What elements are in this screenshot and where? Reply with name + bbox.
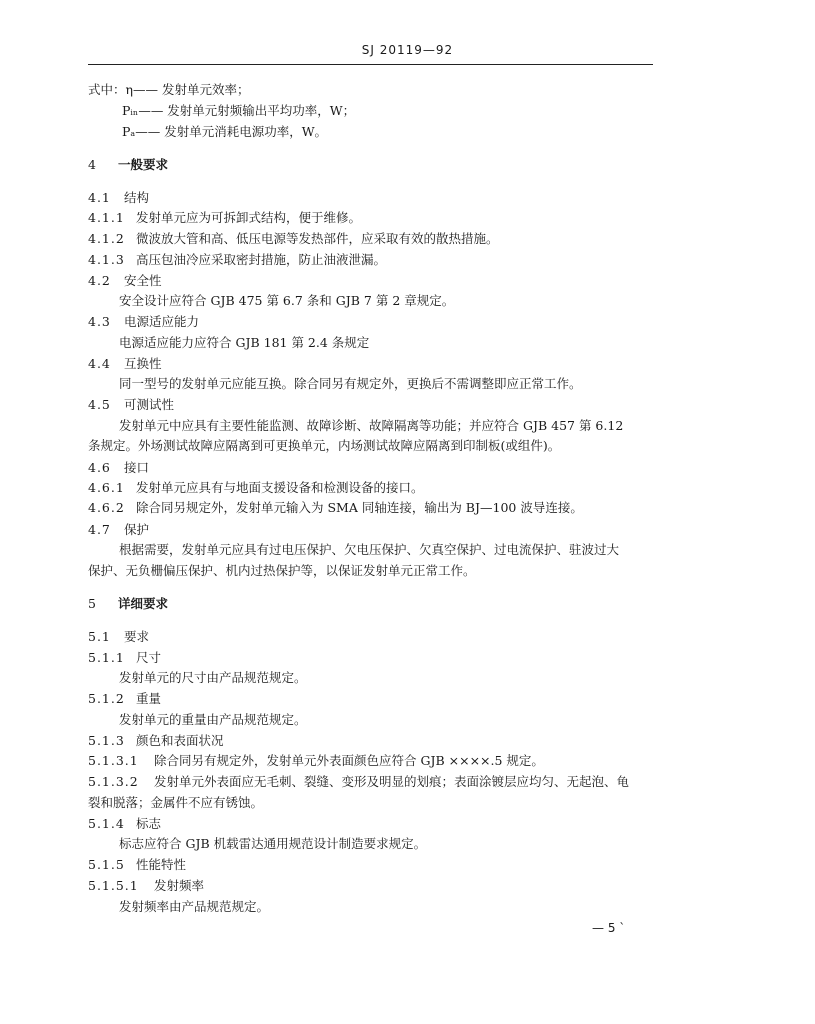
clause-text: 微波放大管和高、低压电源等发热部件，应采取有效的散热措施。 (136, 231, 499, 246)
clause-4-1-2 (88, 231, 499, 247)
clause-text: 发射单元应具有与地面支援设备和检测设备的接口。 (136, 480, 424, 495)
section-4-5-body-line1: 发射单元中应具有主要性能监测、故障诊断、故障隔离等功能；并应符合 GJB 457 第 6.12 (119, 418, 624, 433)
section-5-1-5-1-heading (88, 878, 204, 894)
clause-number: 4.6.2 (88, 500, 125, 515)
clause-4-6-2 (88, 500, 583, 516)
section-number: 4 (88, 157, 97, 172)
formula-where-pout: Pᵢₙ—— 发射单元射频输出平均功率，W； (122, 103, 356, 118)
section-4-4-heading (88, 356, 162, 372)
clause-5-1-3-2 (88, 774, 629, 790)
section-title: 可测试性 (124, 397, 175, 412)
clause-text: 高压包油冷应采取密封措施，防止油液泄漏。 (136, 252, 387, 267)
clause-number: 4.6.1 (88, 480, 125, 495)
section-number: 5.1.2 (88, 691, 125, 706)
section-4-1-heading (88, 190, 149, 206)
section-number: 5.1.1 (88, 650, 125, 665)
section-5-1-2-heading (88, 691, 161, 707)
clause-5-1-3-2-line2: 裂和脱落；金属件不应有锈蚀。 (88, 795, 264, 810)
section-4-3-heading (88, 314, 199, 330)
section-4-7-body-line2: 保护、无负栅偏压保护、机内过热保护等，以保证发射单元正常工作。 (88, 563, 476, 578)
section-title: 性能特性 (136, 857, 187, 872)
section-title: 电源适应能力 (124, 314, 200, 329)
clause-number: 4.1.1 (88, 210, 125, 225)
section-title: 互换性 (124, 356, 162, 371)
section-number: 4.5 (88, 397, 111, 412)
section-number: 5.1.5.1 (88, 878, 139, 893)
clause-text-line1: 发射单元外表面应无毛刺、裂缝、变形及明显的划痕；表面涂镀层应均匀、无起泡、龟 (154, 774, 630, 789)
section-title: 详细要求 (118, 596, 169, 611)
clause-number: 4.1.3 (88, 252, 125, 267)
section-title: 发射频率 (154, 878, 205, 893)
section-number: 5.1.3 (88, 733, 125, 748)
section-5-heading (88, 596, 168, 612)
section-title: 保护 (124, 522, 150, 537)
clause-text: 除合同另规定外，发射单元输入为 SMA 同轴连接，输出为 BJ—100 波导连接。 (136, 500, 583, 515)
section-4-heading (88, 157, 168, 173)
section-number: 5.1 (88, 629, 111, 644)
section-5-1-4-heading (88, 816, 161, 832)
section-4-4-body: 同一型号的发射单元应能互换。除合同另有规定外，更换后不需调整即应正常工作。 (119, 376, 582, 391)
clause-number: 5.1.3.2 (88, 774, 139, 789)
section-number: 4.4 (88, 356, 111, 371)
document-code: SJ 20119—92 (361, 43, 454, 57)
section-title: 接口 (124, 460, 150, 475)
section-number: 5.1.5 (88, 857, 125, 872)
clause-4-1-3 (88, 252, 386, 268)
clause-4-6-1 (88, 480, 424, 496)
clause-number: 5.1.3.1 (88, 753, 139, 768)
section-title: 安全性 (124, 273, 162, 288)
section-number: 4.6 (88, 460, 111, 475)
section-title: 颜色和表面状况 (136, 733, 224, 748)
section-4-7-body-line1: 根据需要，发射单元应具有过电压保护、欠电压保护、欠真空保护、过电流保护、驻波过大 (119, 542, 620, 557)
section-title: 重量 (136, 691, 162, 706)
page-number: — 5 ˋ (592, 921, 626, 935)
section-5-1-1-heading (88, 650, 161, 666)
section-4-5-heading (88, 397, 174, 413)
section-4-2-body: 安全设计应符合 GJB 475 第 6.7 条和 GJB 7 第 2 章规定。 (119, 293, 455, 308)
section-number: 4.7 (88, 522, 111, 537)
section-4-5-body-line2: 条规定。外场测试故障应隔离到可更换单元，内场测试故障应隔离到印制板(或组件)。 (88, 438, 561, 453)
section-5-1-5-heading (88, 857, 186, 873)
section-5-1-4-body: 标志应符合 GJB 机载雷达通用规范设计制造要求规定。 (119, 836, 427, 851)
section-title: 一般要求 (118, 157, 169, 172)
section-4-3-body: 电源适应能力应符合 GJB 181 第 2.4 条规定 (119, 335, 370, 350)
header-rule (88, 64, 653, 65)
section-number: 4.1 (88, 190, 111, 205)
section-5-1-2-body: 发射单元的重量由产品规范规定。 (119, 712, 307, 727)
section-number: 4.2 (88, 273, 111, 288)
section-title: 结构 (124, 190, 150, 205)
section-5-1-1-body: 发射单元的尺寸由产品规范规定。 (119, 670, 307, 685)
section-title: 尺寸 (136, 650, 162, 665)
section-5-1-heading (88, 629, 149, 645)
clause-text: 发射单元应为可拆卸式结构，便于维修。 (136, 210, 362, 225)
formula-where-eta: 式中：η—— 发射单元效率； (88, 82, 250, 97)
clause-4-1-1 (88, 210, 361, 226)
section-4-2-heading (88, 273, 162, 289)
section-title: 标志 (136, 816, 162, 831)
clause-number: 4.1.2 (88, 231, 125, 246)
section-5-1-5-1-body: 发射频率由产品规范规定。 (119, 899, 270, 914)
section-number: 4.3 (88, 314, 111, 329)
section-4-6-heading (88, 460, 149, 476)
formula-where-pin: Pₐ—— 发射单元消耗电源功率，W。 (122, 124, 328, 139)
clause-5-1-3-1 (88, 753, 544, 769)
section-number: 5 (88, 596, 97, 611)
section-number: 5.1.4 (88, 816, 125, 831)
clause-text: 除合同另有规定外，发射单元外表面颜色应符合 GJB ××××.5 规定。 (154, 753, 544, 768)
section-4-7-heading (88, 522, 149, 538)
section-5-1-3-heading (88, 733, 224, 749)
section-title: 要求 (124, 629, 150, 644)
